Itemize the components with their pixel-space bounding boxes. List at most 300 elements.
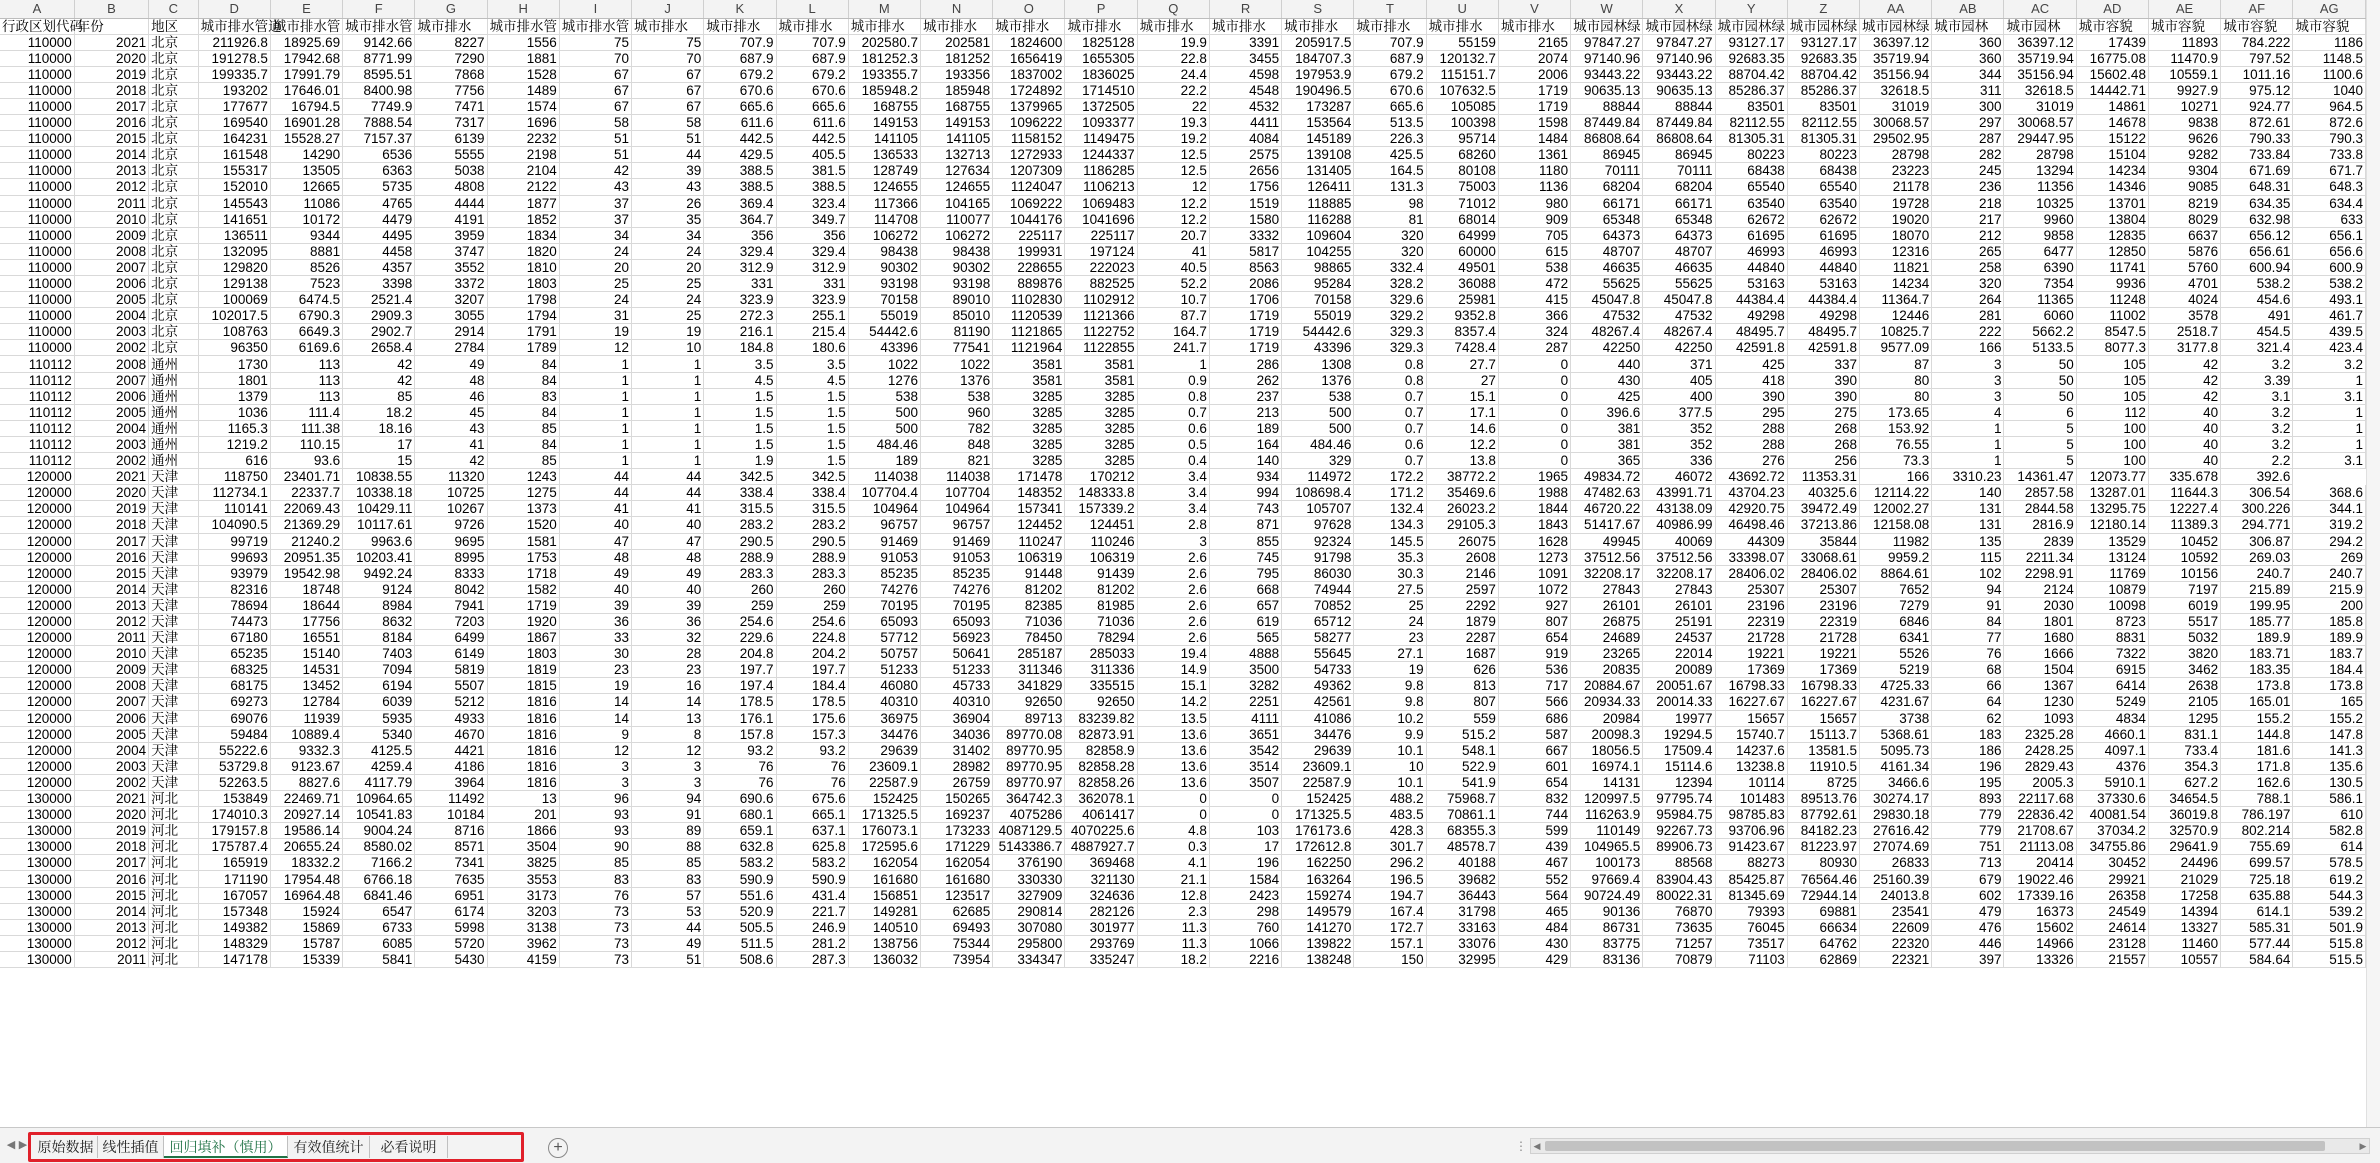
column-header-s[interactable]: S [1282, 0, 1354, 18]
table-cell[interactable]: 1091 [1498, 565, 1570, 581]
table-cell[interactable]: 586.1 [2293, 791, 2366, 807]
table-cell[interactable]: 1106213 [1065, 179, 1137, 195]
table-cell[interactable]: 87449.84 [1643, 115, 1715, 131]
table-cell[interactable]: 0 [1498, 436, 1570, 452]
table-cell[interactable]: 342.5 [704, 469, 776, 485]
table-cell[interactable]: 687.9 [1354, 50, 1426, 66]
table-cell[interactable]: 9577.09 [1860, 340, 1932, 356]
table-cell[interactable]: 10725 [415, 485, 487, 501]
table-cell[interactable]: 46993 [1787, 243, 1859, 259]
table-cell[interactable]: 34476 [1282, 726, 1354, 742]
table-cell[interactable]: 4887927.7 [1065, 839, 1137, 855]
table-cell[interactable]: 20835 [1571, 662, 1643, 678]
table-cell[interactable]: 6390 [2004, 259, 2076, 275]
table-cell[interactable]: 78294 [1065, 630, 1137, 646]
table-cell[interactable]: 4191 [415, 211, 487, 227]
column-header-ad[interactable]: AD [2076, 0, 2148, 18]
table-cell[interactable]: 86808.64 [1571, 131, 1643, 147]
table-cell[interactable]: 90 [559, 839, 631, 855]
table-cell[interactable]: 天津 [149, 694, 199, 710]
table-cell[interactable]: 132.4 [1354, 501, 1426, 517]
table-cell[interactable]: 185.77 [2221, 613, 2293, 629]
table-cell[interactable]: 744 [1498, 807, 1570, 823]
table-cell[interactable]: 27.1 [1354, 646, 1426, 662]
table-cell[interactable]: 184.8 [704, 340, 776, 356]
table-cell[interactable]: 93 [559, 823, 631, 839]
table-cell[interactable]: 2021 [74, 791, 148, 807]
table-cell[interactable]: 105 [2076, 372, 2148, 388]
table-cell[interactable]: 63540 [1787, 195, 1859, 211]
table-cell[interactable]: 1803 [487, 646, 559, 662]
table-cell[interactable]: 4458 [343, 243, 415, 259]
table-cell[interactable]: 98865 [1282, 259, 1354, 275]
table-cell[interactable]: 86945 [1571, 147, 1643, 163]
table-cell[interactable]: 5 [2004, 420, 2076, 436]
table-cell[interactable]: 39682 [1426, 871, 1498, 887]
table-cell[interactable]: 55625 [1643, 276, 1715, 292]
table-cell[interactable]: 213 [1209, 404, 1281, 420]
table-cell[interactable]: 224.8 [776, 630, 848, 646]
table-cell[interactable]: 87 [1860, 356, 1932, 372]
table-cell[interactable]: 633 [2293, 211, 2366, 227]
table-cell[interactable]: 179157.8 [198, 823, 270, 839]
table-cell[interactable]: 686 [1498, 710, 1570, 726]
table-cell[interactable]: 632.8 [704, 839, 776, 855]
table-cell[interactable]: 116263.9 [1571, 807, 1643, 823]
table-cell[interactable]: 1574 [487, 98, 559, 114]
table-cell[interactable]: 1011.16 [2221, 66, 2293, 82]
table-cell[interactable]: 1696 [487, 115, 559, 131]
table-cell[interactable]: 260 [776, 581, 848, 597]
table-cell[interactable]: 960 [920, 404, 992, 420]
table-cell[interactable]: 31402 [920, 742, 992, 758]
table-cell[interactable]: 81190 [920, 324, 992, 340]
table-cell[interactable]: 173.8 [2221, 678, 2293, 694]
table-cell[interactable]: 141105 [920, 131, 992, 147]
table-cell[interactable]: 145543 [198, 195, 270, 211]
table-cell[interactable]: 3455 [1209, 50, 1281, 66]
table-cell[interactable]: 12784 [270, 694, 342, 710]
table-cell[interactable]: 356 [776, 227, 848, 243]
table-cell[interactable]: 26075 [1426, 533, 1498, 549]
table-cell[interactable]: 1719 [1498, 82, 1570, 98]
table-cell[interactable]: 14.6 [1426, 420, 1498, 436]
table-cell[interactable]: 20414 [2004, 855, 2076, 871]
table-cell[interactable]: 15924 [270, 903, 342, 919]
table-cell[interactable]: 64373 [1643, 227, 1715, 243]
table-cell[interactable]: 40 [2148, 404, 2220, 420]
table-cell[interactable]: 6085 [343, 935, 415, 951]
table-cell[interactable]: 北京 [149, 34, 199, 50]
table-cell[interactable]: 92267.73 [1643, 823, 1715, 839]
table-cell[interactable]: 679.2 [704, 66, 776, 82]
table-cell[interactable]: 43396 [848, 340, 920, 356]
table-cell[interactable]: 10 [632, 340, 704, 356]
table-cell[interactable]: 440 [1571, 356, 1643, 372]
table-cell[interactable]: 1040 [2293, 82, 2366, 98]
table-cell[interactable]: 49945 [1571, 533, 1643, 549]
table-cell[interactable]: 120000 [0, 646, 74, 662]
header-cell[interactable]: 城市排水管 [343, 18, 415, 34]
table-cell[interactable]: 141105 [848, 131, 920, 147]
table-cell[interactable]: 1165.3 [198, 420, 270, 436]
table-cell[interactable]: 24013.8 [1860, 887, 1932, 903]
table-cell[interactable]: 2428.25 [2004, 742, 2076, 758]
table-cell[interactable]: 2008 [74, 678, 148, 694]
header-cell[interactable]: 城市排水管 [487, 18, 559, 34]
table-cell[interactable]: 北京 [149, 131, 199, 147]
table-cell[interactable]: 8029 [2148, 211, 2220, 227]
table-cell[interactable]: 92683.35 [1787, 50, 1859, 66]
table-cell[interactable]: 397 [1932, 951, 2004, 967]
table-cell[interactable]: 17339.16 [2004, 887, 2076, 903]
table-cell[interactable]: 1598 [1498, 115, 1570, 131]
table-cell[interactable]: 42 [2148, 388, 2220, 404]
table-cell[interactable]: 3504 [487, 839, 559, 855]
header-cell[interactable]: 城市排水 [848, 18, 920, 34]
table-cell[interactable]: 21557 [2076, 951, 2148, 967]
table-cell[interactable]: 1819 [487, 662, 559, 678]
table-cell[interactable]: 20014.33 [1643, 694, 1715, 710]
table-cell[interactable]: 120000 [0, 597, 74, 613]
table-cell[interactable]: 73.3 [1860, 453, 1932, 469]
table-cell[interactable]: 19.3 [1137, 115, 1209, 131]
table-cell[interactable]: 34036 [920, 726, 992, 742]
table-cell[interactable]: 北京 [149, 308, 199, 324]
table-cell[interactable]: 85286.37 [1787, 82, 1859, 98]
table-cell[interactable]: 16794.5 [270, 98, 342, 114]
table-cell[interactable]: 13701 [2076, 195, 2148, 211]
table-cell[interactable]: 8547.5 [2076, 324, 2148, 340]
table-cell[interactable]: 73 [559, 919, 631, 935]
table-cell[interactable]: 13452 [270, 678, 342, 694]
table-cell[interactable]: 82112.55 [1715, 115, 1787, 131]
column-header-ae[interactable]: AE [2148, 0, 2220, 18]
table-cell[interactable]: 61695 [1715, 227, 1787, 243]
table-cell[interactable]: 0.6 [1354, 436, 1426, 452]
table-cell[interactable]: 24496 [2148, 855, 2220, 871]
column-header-ac[interactable]: AC [2004, 0, 2076, 18]
table-cell[interactable]: 43138.09 [1643, 501, 1715, 517]
table-cell[interactable]: 1230 [2004, 694, 2076, 710]
table-cell[interactable]: 136032 [848, 951, 920, 967]
table-cell[interactable]: 120000 [0, 678, 74, 694]
table-cell[interactable]: 81223.97 [1787, 839, 1859, 855]
table-cell[interactable]: 90136 [1571, 903, 1643, 919]
table-cell[interactable]: 76 [559, 887, 631, 903]
table-cell[interactable]: 17954.48 [270, 871, 342, 887]
table-cell[interactable]: 3507 [1209, 774, 1281, 790]
table-cell[interactable]: 70 [559, 50, 631, 66]
table-cell[interactable]: 39472.49 [1787, 501, 1859, 517]
table-cell[interactable]: 1 [559, 388, 631, 404]
table-cell[interactable]: 100398 [1426, 115, 1498, 131]
table-cell[interactable]: 254.6 [704, 613, 776, 629]
table-cell[interactable]: 157.8 [704, 726, 776, 742]
table-cell[interactable]: 34 [632, 227, 704, 243]
table-cell[interactable]: 135 [1932, 533, 2004, 549]
table-cell[interactable]: 140 [1932, 485, 2004, 501]
table-cell[interactable]: 11320 [415, 469, 487, 485]
table-cell[interactable]: 1244337 [1065, 147, 1137, 163]
table-cell[interactable]: 335247 [1065, 951, 1137, 967]
table-cell[interactable]: 12394 [1643, 774, 1715, 790]
table-cell[interactable]: 13 [487, 791, 559, 807]
table-cell[interactable]: 9123.67 [270, 758, 342, 774]
table-cell[interactable]: 1834 [487, 227, 559, 243]
table-cell[interactable]: 112734.1 [198, 485, 270, 501]
table-cell[interactable]: 405.5 [776, 147, 848, 163]
table-cell[interactable]: 91469 [848, 533, 920, 549]
table-cell[interactable]: 311346 [993, 662, 1065, 678]
table-cell[interactable]: 13581.5 [1787, 742, 1859, 758]
table-cell[interactable]: 500 [848, 404, 920, 420]
table-cell[interactable]: 101483 [1715, 791, 1787, 807]
table-cell[interactable]: 200 [2293, 597, 2366, 613]
table-cell[interactable]: 22587.9 [1282, 774, 1354, 790]
table-cell[interactable]: 22320 [1860, 935, 1932, 951]
table-cell[interactable]: 2006 [1498, 66, 1570, 82]
table-cell[interactable]: 73 [559, 951, 631, 967]
table-cell[interactable]: 176173.6 [1282, 823, 1354, 839]
table-cell[interactable]: 98438 [920, 243, 992, 259]
table-cell[interactable]: 2844.58 [2004, 501, 2076, 517]
table-cell[interactable]: 2914 [415, 324, 487, 340]
table-cell[interactable]: 22587.9 [848, 774, 920, 790]
table-cell[interactable]: 85 [559, 855, 631, 871]
table-cell[interactable]: 1276 [848, 372, 920, 388]
table-cell[interactable]: 48707 [1643, 243, 1715, 259]
table-cell[interactable]: 3 [1932, 356, 2004, 372]
table-cell[interactable]: 23401.71 [270, 469, 342, 485]
table-cell[interactable]: 2.6 [1137, 597, 1209, 613]
table-cell[interactable]: 2251 [1209, 694, 1281, 710]
table-cell[interactable]: 44384.4 [1787, 292, 1859, 308]
table-cell[interactable]: 2165 [1498, 34, 1570, 50]
table-cell[interactable]: 215.9 [2293, 581, 2366, 597]
table-cell[interactable]: 4117.79 [343, 774, 415, 790]
table-cell[interactable]: 0 [1137, 791, 1209, 807]
table-cell[interactable]: 22 [1137, 98, 1209, 114]
table-cell[interactable]: 69493 [920, 919, 992, 935]
table-cell[interactable]: 93 [559, 807, 631, 823]
table-cell[interactable]: 2005.3 [2004, 774, 2076, 790]
table-cell[interactable]: 7279 [1860, 597, 1932, 613]
table-cell[interactable]: 20089 [1643, 662, 1715, 678]
table-cell[interactable]: 40081.54 [2076, 807, 2148, 823]
table-cell[interactable]: 天津 [149, 630, 199, 646]
table-cell[interactable]: 369468 [1065, 855, 1137, 871]
table-cell[interactable]: 69881 [1787, 903, 1859, 919]
table-cell[interactable]: 104964 [848, 501, 920, 517]
table-cell[interactable]: 17509.4 [1643, 742, 1715, 758]
table-cell[interactable]: 8725 [1787, 774, 1859, 790]
table-cell[interactable]: 197.4 [704, 678, 776, 694]
table-cell[interactable]: 221.7 [776, 903, 848, 919]
table-cell[interactable]: 76 [776, 774, 848, 790]
table-cell[interactable]: 1120539 [993, 308, 1065, 324]
table-cell[interactable]: 23 [632, 662, 704, 678]
table-cell[interactable]: 85010 [920, 308, 992, 324]
table-cell[interactable]: 70111 [1571, 163, 1643, 179]
table-cell[interactable]: 4834 [2076, 710, 2148, 726]
table-cell[interactable]: 1489 [487, 82, 559, 98]
table-cell[interactable]: 3177.8 [2148, 340, 2220, 356]
table-cell[interactable]: 80930 [1787, 855, 1859, 871]
table-cell[interactable]: 29641.9 [2148, 839, 2220, 855]
table-cell[interactable]: 40310 [920, 694, 992, 710]
table-cell[interactable]: 329.4 [704, 243, 776, 259]
table-cell[interactable]: 25160.39 [1860, 871, 1932, 887]
table-cell[interactable]: 1504 [2004, 662, 2076, 678]
table-cell[interactable]: 130000 [0, 903, 74, 919]
table-cell[interactable]: 河北 [149, 871, 199, 887]
table-cell[interactable]: 河北 [149, 903, 199, 919]
table-cell[interactable]: 2015 [74, 565, 148, 581]
table-cell[interactable]: 2325.28 [2004, 726, 2076, 742]
table-cell[interactable]: 33068.61 [1787, 549, 1859, 565]
table-cell[interactable]: 287 [1932, 131, 2004, 147]
table-cell[interactable]: 1655305 [1065, 50, 1137, 66]
table-cell[interactable]: 2575 [1209, 147, 1281, 163]
table-cell[interactable]: 36443 [1426, 887, 1498, 903]
table-cell[interactable]: 3651 [1209, 726, 1281, 742]
table-cell[interactable]: 483.5 [1354, 807, 1426, 823]
table-cell[interactable]: 258 [1932, 259, 2004, 275]
table-cell[interactable]: 2013 [74, 163, 148, 179]
table-cell[interactable]: 381 [1571, 420, 1643, 436]
table-cell[interactable]: 19022.46 [2004, 871, 2076, 887]
table-cell[interactable]: 93198 [920, 276, 992, 292]
table-cell[interactable]: 204.2 [776, 646, 848, 662]
table-cell[interactable]: 1121865 [993, 324, 1065, 340]
table-cell[interactable]: 110077 [920, 211, 992, 227]
table-cell[interactable]: 18.2 [343, 404, 415, 420]
table-cell[interactable]: 46072 [1643, 469, 1715, 485]
table-cell[interactable]: 23196 [1715, 597, 1787, 613]
table-cell[interactable]: 43991.71 [1643, 485, 1715, 501]
sheet-tab-4[interactable]: 有效值统计 [288, 1136, 370, 1158]
table-cell[interactable]: 2.8 [1137, 517, 1209, 533]
table-cell[interactable]: 1520 [487, 517, 559, 533]
table-cell[interactable]: 797.52 [2221, 50, 2293, 66]
table-cell[interactable]: 430 [1571, 372, 1643, 388]
table-cell[interactable]: 19294.5 [1643, 726, 1715, 742]
table-cell[interactable]: 147.8 [2293, 726, 2366, 742]
table-cell[interactable]: 2016 [74, 549, 148, 565]
table-cell[interactable]: 20.7 [1137, 227, 1209, 243]
table-cell[interactable]: 388.5 [776, 179, 848, 195]
table-cell[interactable]: 1852 [487, 211, 559, 227]
table-cell[interactable]: 24689 [1571, 630, 1643, 646]
table-cell[interactable]: 85 [343, 388, 415, 404]
table-cell[interactable]: 2004 [74, 742, 148, 758]
table-cell[interactable]: 352 [1643, 436, 1715, 452]
table-cell[interactable]: 2021 [74, 469, 148, 485]
table-cell[interactable]: 6846 [1860, 613, 1932, 629]
table-cell[interactable]: 120000 [0, 662, 74, 678]
table-cell[interactable]: 3391 [1209, 34, 1281, 50]
table-cell[interactable]: 21728 [1787, 630, 1859, 646]
header-cell[interactable]: 城市排水管 [270, 18, 342, 34]
table-cell[interactable]: 15528.27 [270, 131, 342, 147]
table-cell[interactable]: 1718 [487, 565, 559, 581]
table-cell[interactable]: 919 [1498, 646, 1570, 662]
table-cell[interactable]: 82858.26 [1065, 774, 1137, 790]
table-cell[interactable]: 157339.2 [1065, 501, 1137, 517]
table-cell[interactable]: 272.3 [704, 308, 776, 324]
table-cell[interactable]: 7652 [1860, 581, 1932, 597]
table-cell[interactable]: 11644.3 [2148, 485, 2220, 501]
table-cell[interactable]: 181252.3 [848, 50, 920, 66]
table-cell[interactable]: 538.2 [2293, 276, 2366, 292]
header-cell[interactable]: 城市容貌 [2148, 18, 2220, 34]
table-cell[interactable]: 91469 [920, 533, 992, 549]
table-cell[interactable]: 128749 [848, 163, 920, 179]
table-cell[interactable]: 1022 [848, 356, 920, 372]
table-cell[interactable]: 27.7 [1426, 356, 1498, 372]
table-cell[interactable]: 202581 [920, 34, 992, 50]
table-cell[interactable]: 3282 [1209, 678, 1281, 694]
table-cell[interactable]: 113 [270, 388, 342, 404]
table-cell[interactable]: 35719.94 [2004, 50, 2076, 66]
table-cell[interactable]: 80022.31 [1643, 887, 1715, 903]
table-cell[interactable]: 42591.8 [1787, 340, 1859, 356]
table-cell[interactable]: 329.6 [1354, 292, 1426, 308]
vertical-scrollbar[interactable] [2366, 0, 2380, 1127]
table-cell[interactable]: 381 [1571, 436, 1643, 452]
table-cell[interactable]: 281.2 [776, 935, 848, 951]
table-cell[interactable]: 7354 [2004, 276, 2076, 292]
table-cell[interactable]: 62672 [1715, 211, 1787, 227]
table-cell[interactable]: 2.6 [1137, 613, 1209, 629]
table-cell[interactable]: 364.7 [704, 211, 776, 227]
table-cell[interactable]: 104965.5 [1571, 839, 1643, 855]
table-cell[interactable]: 31 [559, 308, 631, 324]
table-cell[interactable]: 611.6 [776, 115, 848, 131]
table-cell[interactable]: 38772.2 [1426, 469, 1498, 485]
table-cell[interactable]: 14 [559, 710, 631, 726]
table-cell[interactable]: 22117.68 [2004, 791, 2076, 807]
table-cell[interactable]: 181.6 [2221, 742, 2293, 758]
table-cell[interactable]: 14531 [270, 662, 342, 678]
table-cell[interactable]: 779 [1932, 807, 2004, 823]
table-cell[interactable]: 76 [704, 758, 776, 774]
table-cell[interactable]: 197.7 [776, 662, 848, 678]
table-cell[interactable]: 3825 [487, 855, 559, 871]
table-cell[interactable]: 6060 [2004, 308, 2076, 324]
table-cell[interactable]: 236 [1932, 179, 2004, 195]
table-cell[interactable]: 329.2 [1354, 308, 1426, 324]
table-cell[interactable]: 130000 [0, 919, 74, 935]
table-cell[interactable]: 30068.57 [1860, 115, 1932, 131]
table-cell[interactable]: 13505 [270, 163, 342, 179]
table-cell[interactable]: 93979 [198, 565, 270, 581]
table-cell[interactable]: 110000 [0, 292, 74, 308]
column-header-z[interactable]: Z [1787, 0, 1859, 18]
table-cell[interactable]: 42250 [1643, 340, 1715, 356]
table-cell[interactable]: 3398 [343, 276, 415, 292]
table-cell[interactable]: 32618.5 [1860, 82, 1932, 98]
table-cell[interactable]: 15.1 [1137, 678, 1209, 694]
table-cell[interactable]: 9.9 [1354, 726, 1426, 742]
table-cell[interactable]: 97140.96 [1571, 50, 1643, 66]
table-cell[interactable]: 2018 [74, 839, 148, 855]
table-cell[interactable]: 538 [1282, 388, 1354, 404]
table-cell[interactable]: 1 [632, 356, 704, 372]
table-cell[interactable]: 1730 [198, 356, 270, 372]
table-cell[interactable]: 1816 [487, 774, 559, 790]
